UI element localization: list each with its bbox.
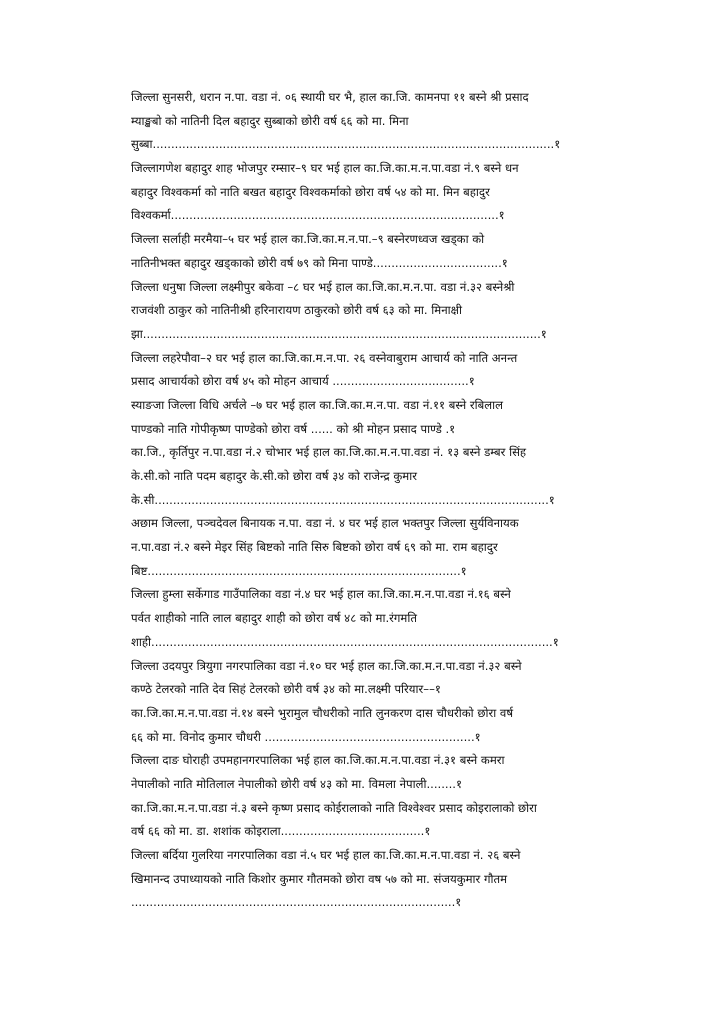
document-line: बहादुर विश्वकर्मा को नाति बखत बहादुर विश्वकर्माको छोरा वर्ष ५४ को मा. मिन बहादुर — [131, 184, 490, 199]
document-line: विश्वकर्मा.........................................................................................१ — [131, 208, 505, 223]
document-line: जिल्ला सुनसरी, धरान न.पा. वडा नं. ०६ स्थायी घर भै, हाल का.जि. कामनपा ११ बस्ने श्री प्रसाद — [131, 90, 529, 104]
document-line: कण्ठे टेलरको नाति देव सिहं टेलरको छोरी वर्ष ३४ को मा.लक्ष्मी परियार––१ — [131, 682, 441, 697]
document-line: नेपालीको नाति मोतिलाल नेपालीको छोरी वर्ष ४३ को मा. विमला नेपाली........१ — [131, 776, 463, 791]
document-line: जिल्ला दाङ घोराही उपमहानगरपालिका भई हाल का.जि.का.म.न.पा.वडा नं.३१ बस्ने कमरा — [131, 753, 505, 768]
document-line: जिल्ला लहरेपौवा–२ घर भई हाल का.जि.का.म.न.पा. २६ वस्नेवाबुराम आचार्य को नाति अनन्त — [131, 350, 518, 365]
document-line: पर्वत शाहीको नाति लाल बहादुर शाही को छोरा वर्ष ४८ को मा.रंगमति — [131, 611, 417, 626]
document-line: अछाम जिल्ला, पञ्चदेवल बिनायक न.पा. वडा नं. ४ घर भई हाल भक्तपुर जिल्ला सुर्यविनायक — [131, 516, 519, 531]
document-body — [131, 86, 661, 915]
document-line: राजवंशी ठाकुर को नातिनीश्री हरिनारायण ठाकुरको छोरी वर्ष ६३ को मा. मिनाक्षी — [131, 303, 462, 318]
document-line: का.जि.का.म.न.पा.वडा नं.३ बस्ने कृष्ण प्रसाद कोईरालाको नाति विश्वेश्वर प्रसाद कोइरालाको छोरा — [131, 800, 537, 815]
document-line: का.जि.का.म.न.पा.वडा नं.१४ बस्ने भुरामुल चौधरीको नाति लुनकरण दास चौधरीको छोरा वर्ष — [131, 705, 514, 720]
document-line: सुब्बा.............................................................................................................१ — [131, 137, 561, 152]
document-line: पाण्डको नाति गोपीकृष्ण पाण्डेको छोरा वर्ष ...... को श्री मोहन प्रसाद पाण्डे .१ — [131, 421, 456, 436]
document-line: स्याङजा जिल्ला विधि अर्चले –७ घर भई हाल का.जि.का.म.न.पा. वडा नं.११ बस्ने रबिलाल — [131, 397, 503, 412]
document-line: जिल्ला धनुषा जिल्ला लक्ष्मीपुर बकेवा –८ घर भई हाल का.जि.का.म.न.पा. वडा नं.३२ बस्नेश्री — [131, 279, 515, 294]
document-line: ........................................................................................१ — [131, 895, 462, 910]
document-line: न.पा.वडा नं.२ बस्ने मेइर सिंह बिष्टको नाति सिरु बिष्टको छोरा वर्ष ६९ को मा. राम बहादुर — [131, 540, 498, 555]
document-line: जिल्लागणेश बहादुर शाह भोजपुर रम्सार–९ घर भई हाल का.जि.का.म.न.पा.वडा नं.९ बस्ने धन — [131, 161, 519, 176]
document-line: जिल्ला हुम्ला सर्केगाड गाउँपालिका वडा नं.४ घर भई हाल का.जि.का.म.न.पा.वडा नं.१६ बस्ने — [131, 587, 511, 602]
document-line: खिमानन्द उपाध्यायको नाति किशोर कुमार गौतमको छोरा वष ५७ को मा. संजयकुमार गौतम — [131, 871, 508, 886]
document-line: के.सी.को नाति पदम बहादुर के.सी.को छोरा वर्ष ३४ को राजेन्द्र कुमार — [131, 469, 417, 483]
document-line: प्रसाद आचार्यको छोरा वर्ष ४५ को मोहन आचार्य .....................................१ — [131, 374, 475, 389]
document-line: जिल्ला उदयपुर त्रियुगा नगरपालिका वडा नं.१० घर भई हाल का.जि.का.म.न.पा.वडा नं.३२ बस्ने — [131, 658, 522, 673]
document-line: शाही.............................................................................................................१ — [131, 634, 559, 649]
document-line: वर्ष ६६ को मा. डा. शशांक कोइराला.......................................१ — [131, 824, 431, 839]
document-line: के.सी...........................................................................................................१ — [131, 492, 555, 507]
document-line: ६६ को मा. विनोद कुमार चौधरी .........................................................१ — [131, 729, 481, 744]
document-line: का.जि., कृर्तिपुर न.पा.वडा नं.२ चोभार भई हाल का.जि.का.म.न.पा.वडा नं. १३ बस्ने डम्बर सिंह — [131, 445, 527, 460]
document-line: जिल्ला सर्लाही मरमैया–५ घर भई हाल का.जि.का.म.न.पा.–९ बस्नेरणध्वज खड्का को — [131, 232, 485, 247]
document-line: जिल्ला बर्दिया गुलरिया नगरपालिका वडा नं.५ घर भई हाल का.जि.का.म.न.पा.वडा नं. २६ बस्ने — [131, 848, 521, 862]
document-line: म्याङ्खबो को नातिनी दिल बहादुर सुब्बाको छोरी वर्ष ६६ को मा. मिना — [131, 113, 409, 128]
document-line: बिष्ट.....................................................................................१ — [131, 563, 467, 578]
document-line: झा............................................................................................................१ — [131, 326, 547, 341]
document-line: नातिनीभक्त बहादुर खड्काको छोरी वर्ष ७९ को मिना पाण्डे...................................१ — [131, 255, 508, 270]
